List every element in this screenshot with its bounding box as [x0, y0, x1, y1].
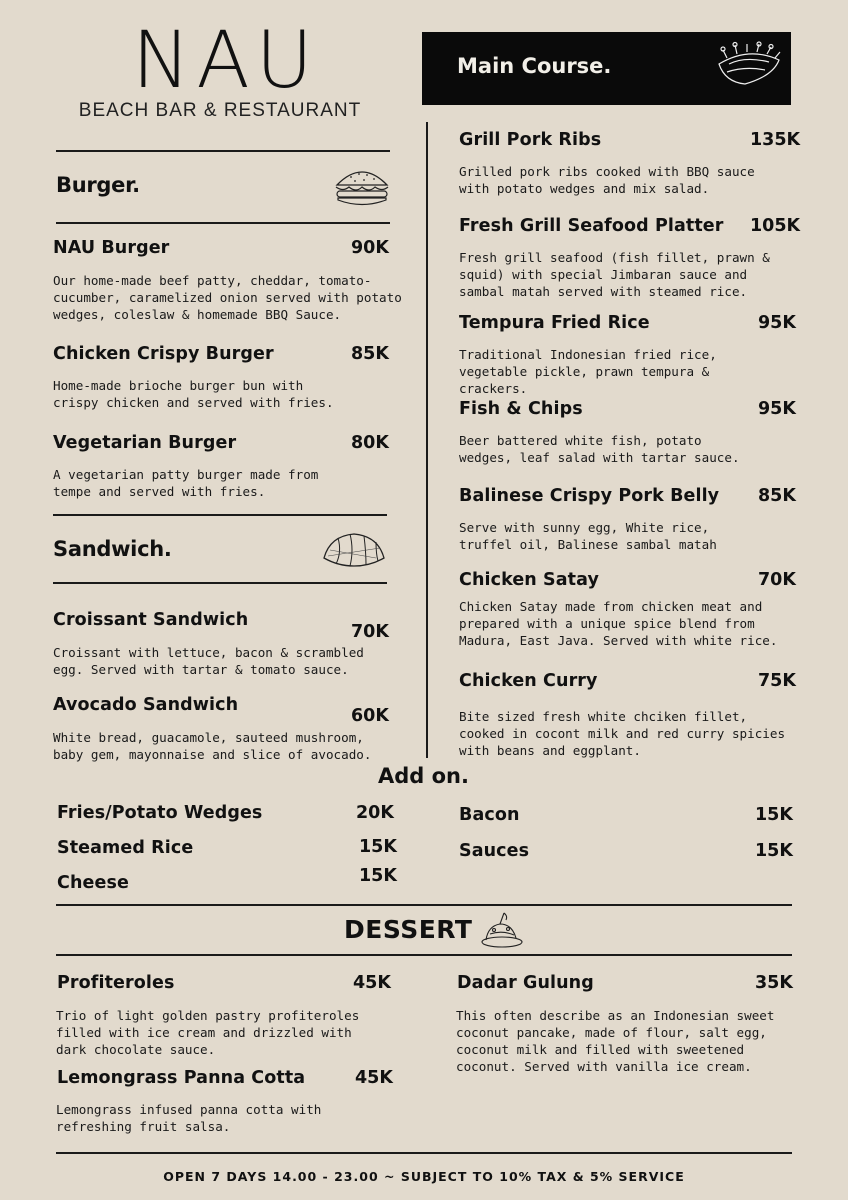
- menu-item-desc: Croissant with lettuce, bacon & scrambled egg. Served with tartar & tomato sauce.: [53, 645, 364, 677]
- croissant-icon: [320, 528, 388, 572]
- menu-item-desc: A vegetarian patty burger made from tempe and served with fries.: [53, 467, 319, 499]
- addon-item-price: 15K: [755, 841, 793, 861]
- section-title-burger: Burger.: [56, 173, 140, 197]
- section-title-dessert: DESSERT: [344, 915, 473, 944]
- menu-item-price: 70K: [351, 622, 389, 642]
- menu-item-desc: Grilled pork ribs cooked with BBQ sauce with potato wedges and mix salad.: [459, 164, 755, 196]
- divider: [56, 1152, 792, 1154]
- ribs-icon: [715, 42, 783, 92]
- menu-item-name: Lemongrass Panna Cotta: [57, 1068, 306, 1088]
- menu-item-name: Chicken Satay: [459, 570, 600, 590]
- addon-item-price: 20K: [356, 803, 394, 823]
- section-title-main-course: Main Course.: [457, 54, 612, 78]
- brand-logo: NAU: [132, 16, 319, 106]
- menu-item-name: Grill Pork Ribs: [459, 130, 602, 150]
- menu-item-price: 85K: [758, 486, 796, 506]
- menu-item-desc: This often describe as an Indonesian sweet coconut pancake, made of flour, salt egg, coconut milk and filled with sweetened coconut. Served with vanilla ice cream.: [456, 1008, 775, 1074]
- brand-tagline: BEACH BAR & RESTAURANT: [78, 100, 362, 121]
- menu-item-name: Tempura Fried Rice: [459, 313, 650, 333]
- menu-item-desc: Traditional Indonesian fried rice, vegetable pickle, prawn tempura & crackers.: [459, 347, 717, 396]
- menu-item-desc: Our home-made beef patty, cheddar, tomato-cucumber, caramelized onion served with potato wedges, coleslaw & homemade BBQ Sauce.: [53, 273, 402, 322]
- menu-item-price: 75K: [758, 671, 796, 691]
- addon-item-name: Bacon: [459, 805, 520, 825]
- menu-item-name: Balinese Crispy Pork Belly: [459, 486, 720, 506]
- menu-item-name: Fresh Grill Seafood Platter: [459, 216, 724, 236]
- menu-item-price: 135K: [750, 130, 801, 150]
- menu-item-desc: Serve with sunny egg, White rice, truffel oil, Balinese sambal matah: [459, 520, 717, 552]
- menu-item-price: 95K: [758, 399, 796, 419]
- addon-item-price: 15K: [359, 866, 397, 886]
- footer-hours: OPEN 7 DAYS 14.00 - 23.00 ~ SUBJECT TO 10% TAX & 5% SERVICE: [163, 1169, 685, 1184]
- menu-item-desc: Chicken Satay made from chicken meat and prepared with a unique spice blend from Madura, East Java. Served with white rice.: [459, 599, 778, 648]
- column-divider: [426, 122, 428, 758]
- menu-item-name: NAU Burger: [53, 238, 170, 258]
- divider: [56, 904, 792, 906]
- divider: [56, 150, 390, 152]
- menu-item-price: 45K: [355, 1068, 393, 1088]
- divider: [56, 954, 792, 956]
- menu-item-name: Vegetarian Burger: [53, 433, 237, 453]
- addon-item-name: Cheese: [57, 873, 129, 893]
- addon-item-name: Sauces: [459, 841, 530, 861]
- menu-item-price: 70K: [758, 570, 796, 590]
- menu-item-name: Dadar Gulung: [457, 973, 594, 993]
- menu-item-desc: White bread, guacamole, sauteed mushroom, baby gem, mayonnaise and slice of avocado.: [53, 730, 372, 762]
- menu-item-price: 35K: [755, 973, 793, 993]
- menu-item-price: 45K: [353, 973, 391, 993]
- menu-item-name: Chicken Curry: [459, 671, 598, 691]
- divider: [53, 582, 387, 584]
- addon-item-price: 15K: [755, 805, 793, 825]
- menu-item-price: 105K: [750, 216, 801, 236]
- addon-item-name: Fries/Potato Wedges: [57, 803, 263, 823]
- menu-item-desc: Beer battered white fish, potato wedges, leaf salad with tartar sauce.: [459, 433, 740, 465]
- menu-item-name: Avocado Sandwich: [53, 695, 239, 715]
- menu-item-desc: Home-made brioche burger bun with crispy chicken and served with fries.: [53, 378, 334, 410]
- menu-item-price: 60K: [351, 706, 389, 726]
- divider: [56, 222, 390, 224]
- menu-item-price: 90K: [351, 238, 389, 258]
- addon-item-name: Steamed Rice: [57, 838, 194, 858]
- addon-item-price: 15K: [359, 837, 397, 857]
- menu-item-name: Profiteroles: [57, 973, 175, 993]
- burger-icon: [333, 165, 391, 209]
- menu-item-price: 85K: [351, 344, 389, 364]
- menu-item-price: 80K: [351, 433, 389, 453]
- menu-item-name: Croissant Sandwich: [53, 610, 249, 630]
- menu-item-price: 95K: [758, 313, 796, 333]
- main-course-banner: [422, 32, 791, 105]
- section-title-addon: Add on.: [378, 764, 469, 788]
- menu-item-name: Fish & Chips: [459, 399, 583, 419]
- menu-item-desc: Trio of light golden pastry profiteroles filled with ice cream and drizzled with dark chocolate sauce.: [56, 1008, 360, 1057]
- menu-item-desc: Bite sized fresh white chciken fillet, cooked in cocont milk and red curry spicies with beans and eggplant.: [459, 709, 786, 758]
- divider: [53, 514, 387, 516]
- dessert-icon: [478, 910, 526, 950]
- menu-item-desc: Fresh grill seafood (fish fillet, prawn & squid) with special Jimbaran sauce and sambal matah served with steamed rice.: [459, 250, 770, 299]
- menu-item-name: Chicken Crispy Burger: [53, 344, 274, 364]
- menu-item-desc: Lemongrass infused panna cotta with refreshing fruit salsa.: [56, 1102, 322, 1134]
- section-title-sandwich: Sandwich.: [53, 537, 172, 561]
